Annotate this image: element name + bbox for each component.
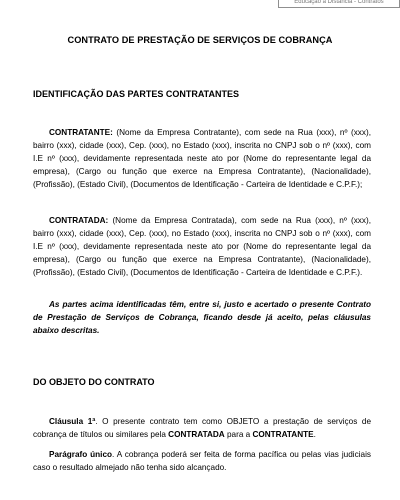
header-tab: Educação à Distância - Contratos xyxy=(278,0,400,8)
paragraph-clausula-1 xyxy=(33,415,371,441)
clausula-1-text-c: . xyxy=(313,430,316,439)
paragraph-contratante xyxy=(33,126,371,191)
clausula-1-contratada: CONTRATADA xyxy=(168,430,225,439)
section-heading-identificacao: IDENTIFICAÇÃO DAS PARTES CONTRATANTES xyxy=(33,89,239,99)
paragraph-contratada xyxy=(33,214,371,279)
paragrafo-unico-text: . A cobrança poderá ser feita de forma pacífica ou pelas vias judiciais caso o resultado almejado não tenha sido alcançado. xyxy=(33,450,371,472)
contratada-text: (Nome da Empresa Contratada), com sede na Rua (xxx), nº (xxx), bairro (xxx), cidade (xxx), Cep. (xxx), no Estado (xxx), inscrita no CNPJ sob o nº (xxx), com I.E nº (xxx), devidamente representada neste ato por (Nome do representante legal da empresa), (Cargo ou função que exerce na Empresa Contratante), (Nacionalidade), (Profissão), (Estado Civil), (Documentos de Identificação - Carteira de Identidade e C.P.F.). xyxy=(33,216,371,277)
section-heading-objeto: DO OBJETO DO CONTRATO xyxy=(33,377,155,387)
clausula-1-contratante: CONTRATANTE xyxy=(252,430,314,439)
contratante-text: (Nome da Empresa Contratante), com sede na Rua (xxx), nº (xxx), bairro (xxx), cidade (xxx), Cep. (xxx), no Estado (xxx), inscrita no CNPJ sob o nº (xxx), com I.E nº (xxx), devidamente representada neste ato por (Nome do representante legal da empresa), (Cargo ou função que exerce na Empresa Contratante), (Nacionalidade), (Profissão), (Estado Civil), (Documentos de Identificação - Carteira de Identidade e C.P.F.); xyxy=(33,128,371,189)
clausula-1-text-a: . O presente contrato tem como OBJETO a prestação de serviços de cobrança de títulos ou similares pela xyxy=(33,417,372,439)
paragrafo-unico-label: Parágrafo único xyxy=(49,450,113,459)
contratante-label: CONTRATANTE: xyxy=(49,128,113,137)
clausula-1-text-b: para a xyxy=(224,430,253,439)
document-title: CONTRATO DE PRESTAÇÃO DE SERVIÇOS DE COBRANÇA xyxy=(67,35,333,45)
contratada-label: CONTRATADA: xyxy=(49,216,109,225)
paragraph-intro: As partes acima identificadas têm, entre si, justo e acertado o presente Contrato de Prestação de Serviços de Cobrança, ficando desde já aceito, pelas cláusulas abaixo descritas. xyxy=(33,300,371,335)
paragraph-paragrafo-unico xyxy=(33,448,371,474)
clausula-1-label: Cláusula 1ª xyxy=(49,417,96,426)
